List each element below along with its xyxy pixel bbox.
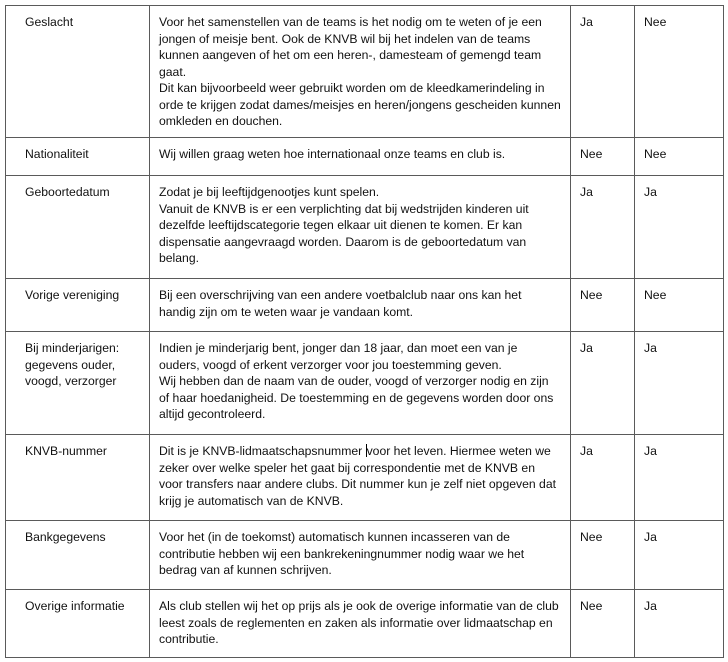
- value-cell: [635, 435, 724, 521]
- value-text: Ja: [644, 530, 657, 544]
- value-text: Nee: [580, 530, 603, 544]
- row-label-cell: [6, 435, 150, 521]
- explanation-cell: [150, 176, 571, 279]
- row-label-cell: [6, 176, 150, 279]
- table-row: [6, 521, 724, 590]
- value-cell: [635, 279, 724, 332]
- table-row: [6, 6, 724, 138]
- value-cell: [635, 332, 724, 435]
- row-label-cell: [6, 590, 150, 658]
- value-text: Nee: [644, 15, 667, 29]
- value-text: Ja: [644, 341, 657, 355]
- row-label: Geboortedatum: [25, 185, 110, 199]
- row-label: Geslacht: [25, 15, 74, 29]
- value-text: Ja: [580, 444, 593, 458]
- explanation-paragraph: Vanuit de KNVB is er een verplichting dat bij wedstrijden kinderen uit dezelfde leeftijdscategorie tegen elkaar uit dienen te komen. Er kan dispensatie aangevraagd worden. Daarom is de geboortedatum van belang.: [159, 201, 529, 265]
- row-label-cell: [6, 6, 150, 138]
- explanation-paragraph: Wij willen graag weten hoe internationaal onze teams en club is.: [159, 147, 506, 161]
- row-label: KNVB-nummer: [25, 444, 107, 458]
- row-label-cell: [6, 279, 150, 332]
- value-text: Ja: [644, 599, 657, 613]
- value-cell: [571, 138, 635, 176]
- value-cell: [571, 332, 635, 435]
- value-text: Ja: [580, 15, 593, 29]
- explanation-text-part: voor het leven. Hiermee weten we zeker over welke speler het gaat bij correspondentie met de KNVB en voor transfers naar andere clubs. Dit nummer kun je zelf niet opgeven dat krijg je automatisch van de KNVB.: [159, 444, 556, 508]
- explanation-cell: [150, 435, 571, 521]
- explanation-paragraph: [159, 443, 561, 509]
- row-label: Bij minderjarigen: gegevens ouder, voogd, verzorger: [25, 341, 120, 388]
- explanation-paragraph: Wij hebben dan de naam van de ouder, voogd of verzorger nodig en zijn of haar hoedanigheid. De toestemming en de gegevens worden door ons altijd gecontroleerd.: [159, 374, 554, 421]
- value-text: Ja: [580, 185, 593, 199]
- value-text: Nee: [580, 147, 603, 161]
- table-row: [6, 435, 724, 521]
- explanation-cell: [150, 590, 571, 658]
- row-label: Bankgegevens: [25, 530, 106, 544]
- row-label: Vorige vereniging: [25, 288, 120, 302]
- explanation-cell: [150, 279, 571, 332]
- value-cell: [571, 176, 635, 279]
- value-cell: [635, 138, 724, 176]
- table-row: [6, 279, 724, 332]
- value-cell: [571, 6, 635, 138]
- row-label-cell: [6, 332, 150, 435]
- row-label: Overige informatie: [25, 599, 125, 613]
- value-text: Nee: [580, 288, 603, 302]
- table-row: [6, 138, 724, 176]
- explanation-paragraph: Indien je minderjarig bent, jonger dan 18 jaar, dan moet een van je ouders, voogd of erkent verzorger voor jou toestemming geven.: [159, 341, 518, 372]
- table-row: [6, 176, 724, 279]
- value-text: Ja: [580, 341, 593, 355]
- row-label-cell: [6, 521, 150, 590]
- row-label-cell: [6, 138, 150, 176]
- value-cell: [635, 176, 724, 279]
- value-cell: [571, 590, 635, 658]
- explanation-paragraph: Zodat je bij leeftijdgenootjes kunt spelen.: [159, 185, 380, 199]
- value-cell: [571, 521, 635, 590]
- value-cell: [635, 521, 724, 590]
- explanation-text-part: Dit is je KNVB-lidmaatschapsnummer: [159, 444, 366, 458]
- value-text: Nee: [644, 147, 667, 161]
- explanation-paragraph: Als club stellen wij het op prijs als je ook de overige informatie van de club leest zoals de reglementen en zaken als informatie over lidmaatschap en contributie.: [159, 599, 559, 646]
- value-cell: [571, 435, 635, 521]
- value-text: Ja: [644, 444, 657, 458]
- explanation-paragraph: Voor het samenstellen van de teams is het nodig om te weten of je een jongen of meisje bent. Ook de KNVB wil bij het indelen van de teams kunnen aangeven of het om een heren-, damesteam of gemengd team gaat.: [159, 15, 542, 79]
- value-cell: [571, 279, 635, 332]
- row-label: Nationaliteit: [25, 147, 89, 161]
- explanation-paragraph: Voor het (in de toekomst) automatisch kunnen incasseren van de contributie hebben wij een bankrekeningnummer nodig waar we het bedrag van af kunnen schrijven.: [159, 530, 525, 577]
- table-row: [6, 590, 724, 658]
- value-cell: [635, 6, 724, 138]
- value-text: Nee: [580, 599, 603, 613]
- value-cell: [635, 590, 724, 658]
- table-row: [6, 332, 724, 435]
- value-text: Ja: [644, 185, 657, 199]
- explanation-cell: [150, 6, 571, 138]
- explanation-cell: [150, 332, 571, 435]
- explanation-cell: [150, 521, 571, 590]
- privacy-data-table: [5, 5, 724, 658]
- explanation-paragraph: Bij een overschrijving van een andere voetbalclub naar ons kan het handig zijn om te weten waar je vandaan komt.: [159, 288, 522, 319]
- explanation-paragraph: Dit kan bijvoorbeeld weer gebruikt worden om de kleedkamerindeling in orde te krijgen zodat dames/meisjes en heren/jongens gescheiden kunnen omkleden en douchen.: [159, 81, 561, 128]
- value-text: Nee: [644, 288, 667, 302]
- explanation-cell: [150, 138, 571, 176]
